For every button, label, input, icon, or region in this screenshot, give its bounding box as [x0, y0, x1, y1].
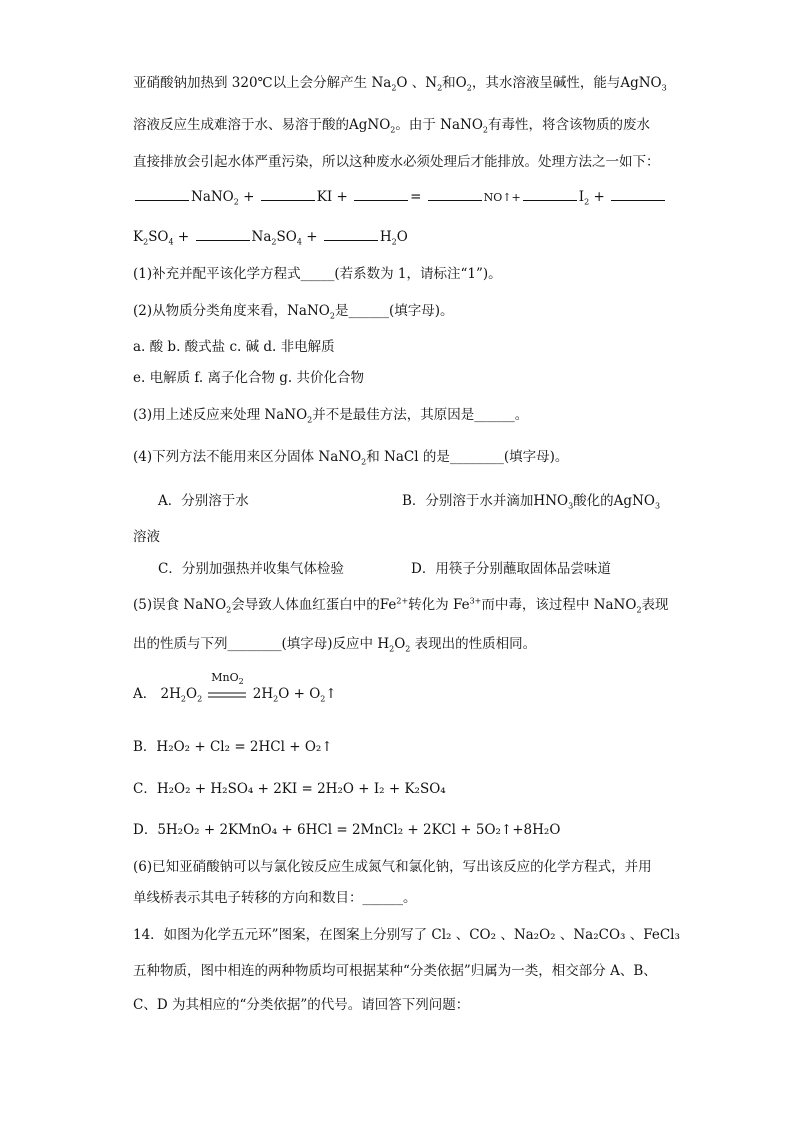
equation-line-1: NaNO$_2$ + KI + = NO↑+ $I_2$ +	[133, 188, 667, 207]
intro-line-1: 亚硝酸钠加热到 320℃以上会分解产生 $Na_2O$ 、$N_2$和$O_2$，其水溶液呈碱性，能与AgNO$_3$	[133, 75, 667, 93]
question-14-line-2: 五种物质，图中相连的两种物质均可根据某种“分类依据”归属为一类，相交部分 A、B、	[133, 963, 657, 979]
question-2-options-2: e. 电解质 f. 离子化合物 g. 共价化合物	[133, 370, 364, 386]
question-3: (3)用上述反应来处理 NaNO$_2$并不是最佳方法，其原因是______。	[133, 407, 529, 425]
question-2: (2)从物质分类角度来看，NaNO$_2$是______(填字母)。	[133, 303, 454, 321]
question-5-line-2: 出的性质与下列________(填字母)反应中 $H_2O_2$ 表现出的性质相同。	[133, 636, 537, 654]
catalyst-arrow: MnO$_2$	[208, 685, 246, 703]
intro-line-3: 直接排放会引起水体严重污染，所以这种废水必须处理后才能排放。处理方法之一如下：	[133, 154, 660, 170]
q5-option-d[interactable]: D．5H₂O₂ + 2KMnO₄ + 6HCl = 2MnCl₂ + 2KCl + 5O₂↑+8H₂O	[133, 822, 561, 838]
coef-blank-5[interactable]	[523, 188, 577, 201]
q4-option-b-continued: 溶液	[133, 529, 160, 545]
double-line-icon	[208, 691, 246, 699]
coef-blank-1[interactable]	[135, 188, 189, 201]
question-2-options-1: a. 酸 b. 酸式盐 c. 碱 d. 非电解质	[133, 339, 335, 355]
question-6-line-1: (6)已知亚硝酸钠可以与氯化铵反应生成氮气和氯化钠，写出该反应的化学方程式，并用	[133, 859, 652, 875]
q4-option-d[interactable]: D．用筷子分别蘸取固体品尝味道	[411, 561, 611, 577]
coef-blank-8[interactable]	[324, 228, 378, 241]
coef-blank-3[interactable]	[354, 188, 408, 201]
coef-blank-2[interactable]	[261, 188, 315, 201]
q5-option-a[interactable]: A． $2H_2O_2$ MnO$_2$ $2H_2O$ + $O_2↑$	[133, 671, 337, 704]
question-4: (4)下列方法不能用来区分固体 NaNO$_2$和 NaCl 的是________(填字母)。	[133, 449, 569, 467]
coef-blank-7[interactable]	[196, 228, 250, 241]
question-6-line-2: 单线桥表示其电子转移的方向和数目：______。	[133, 890, 417, 906]
q5-option-b[interactable]: B．H₂O₂ + Cl₂ = 2HCl + O₂↑	[133, 739, 333, 755]
question-14-line-3: C、D 为其相应的“分类依据”的代号。请回答下列问题：	[133, 997, 470, 1013]
question-14-line-1: 14．如图为化学五元环”图案，在图案上分别写了 Cl₂ 、CO₂ 、Na₂O₂ 、Na₂CO₃ 、FeCl₃	[133, 927, 680, 943]
q4-option-c[interactable]: C．分别加强热并收集气体检验	[158, 561, 344, 577]
coef-blank-6[interactable]	[611, 188, 665, 201]
question-1: (1)补充并配平该化学方程式_____(若系数为 1，请标注“1”)。	[133, 266, 502, 282]
question-5-line-1: (5)误食 NaNO$_2$会导致人体血红蛋白中的$Fe^{2+}$转化为 $Fe^{3+}$而中毒，该过程中 NaNO$_2$表现	[133, 596, 669, 615]
q4-option-a[interactable]: A．分别溶于水	[158, 493, 249, 509]
intro-line-2: 溶液反应生成难溶于水、易溶于酸的AgNO$_2$。由于 NaNO$_2$有毒性，将含该物质的废水	[133, 117, 651, 135]
q5-option-c[interactable]: C．H₂O₂ + H₂SO₄ + 2KI = 2H₂O + I₂ + K₂SO₄	[133, 781, 446, 797]
q4-option-b[interactable]: B．分别溶于水并滴加$HNO_3$酸化的AgNO$_3$	[402, 493, 661, 511]
coef-blank-4[interactable]	[428, 188, 482, 201]
equation-line-2: $K_2SO_4 + Na_2SO_4 + H_2O$	[133, 229, 408, 247]
